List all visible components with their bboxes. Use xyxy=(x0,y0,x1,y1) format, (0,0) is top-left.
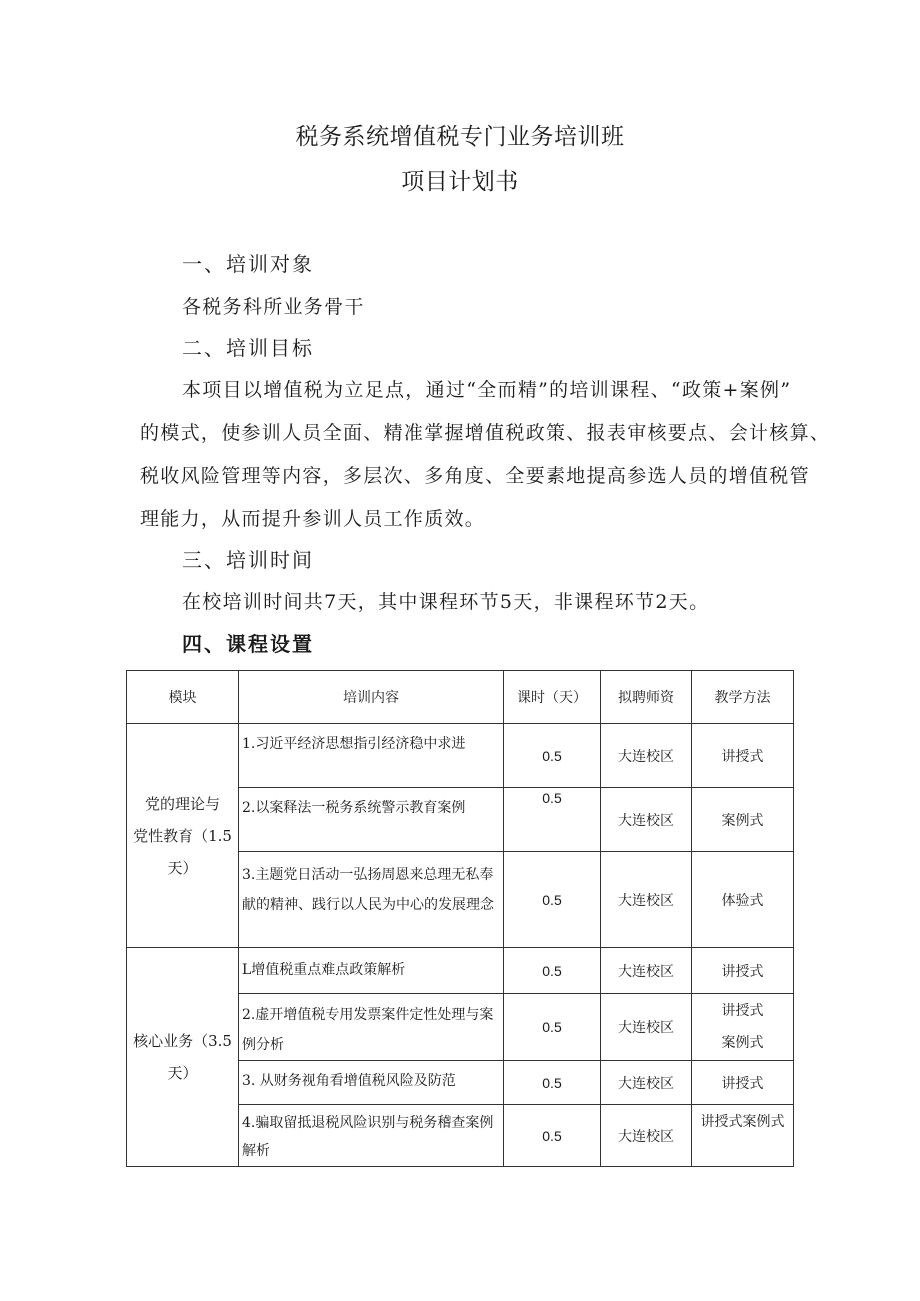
method-cell: 体验式 xyxy=(692,852,794,948)
module-name-line: 党性教育（1.5 xyxy=(133,826,232,845)
course-table xyxy=(126,670,794,1167)
content-cell: 2.虚开增值税专用发票案件定性处理与案例分析 xyxy=(239,994,504,1061)
section-body-target: 各税务科所业务骨干 xyxy=(182,296,365,318)
content-cell: 4.骗取留抵退税风险识别与税务稽查案例解析 xyxy=(239,1105,504,1167)
header-hours: 课时（天） xyxy=(504,671,601,724)
section-body-time: 在校培训时间共7天，其中课程环节5天，非课程环节2天。 xyxy=(182,591,710,613)
document-title: 税务系统增值税专门业务培训班 xyxy=(295,124,625,150)
method-cell: 讲授式 xyxy=(692,1061,794,1105)
teacher-cell: 大连校区 xyxy=(601,788,692,852)
module-name-line: 天） xyxy=(167,1064,198,1082)
hours-cell: 0.5 xyxy=(504,788,601,852)
header-method: 教学方法 xyxy=(692,671,794,724)
paragraph-line: 的模式，使参训人员全面、精准掌握增值税政策、报表审核要点、会计核算、 xyxy=(140,422,831,444)
hours-cell: 0.5 xyxy=(504,994,601,1061)
hours-cell: 0.5 xyxy=(504,948,601,994)
section-heading-target: 一、培训对象 xyxy=(182,252,314,276)
teacher-cell: 大连校区 xyxy=(601,994,692,1061)
method-cell: 讲授式案例式 xyxy=(692,1105,794,1167)
content-cell: 1.习近平经济思想指引经济稳中求进 xyxy=(239,724,504,788)
module-name-line: 党的理论与 xyxy=(144,794,220,813)
paragraph-line: 理能力，从而提升参训人员工作质效。 xyxy=(140,508,486,530)
document-subtitle: 项目计划书 xyxy=(401,169,519,195)
header-teacher: 拟聘师资 xyxy=(601,671,692,724)
module-cell-core xyxy=(127,948,239,1167)
paragraph-line: 本项目以增值税为立足点，通过“全而精”的培训课程、“政策+案例” xyxy=(182,379,792,401)
teacher-cell: 大连校区 xyxy=(601,1105,692,1167)
content-cell: 2.以案释法一税务系统警示教育案例 xyxy=(239,788,504,852)
method-cell: 案例式 xyxy=(692,788,794,852)
teacher-cell: 大连校区 xyxy=(601,948,692,994)
hours-cell: 0.5 xyxy=(504,1061,601,1105)
teacher-cell: 大连校区 xyxy=(601,724,692,788)
section-heading-courses: 四、课程设置 xyxy=(182,632,314,656)
table-header-row xyxy=(127,671,794,724)
table-row xyxy=(127,948,794,994)
content-cell: 3. 从财务视角看增值税风险及防范 xyxy=(239,1061,504,1105)
hours-cell: 0.5 xyxy=(504,1105,601,1167)
method-cell: 讲授式 xyxy=(692,948,794,994)
content-cell: 3.主题党日活动一弘扬周恩来总理无私奉献的精神、践行以人民为中心的发展理念 xyxy=(239,852,504,948)
method-cell: 讲授式 案例式 xyxy=(692,994,794,1061)
teacher-cell: 大连校区 xyxy=(601,852,692,948)
method-cell: 讲授式 xyxy=(692,724,794,788)
hours-cell: 0.5 xyxy=(504,724,601,788)
header-content: 培训内容 xyxy=(239,671,504,724)
module-name-line: 天） xyxy=(167,858,198,877)
header-module: 模块 xyxy=(127,671,239,724)
content-cell: L增值税重点难点政策解析 xyxy=(239,948,504,994)
module-cell-party xyxy=(127,724,239,948)
hours-cell: 0.5 xyxy=(504,852,601,948)
section-heading-goal: 二、培训目标 xyxy=(182,336,314,360)
paragraph-line: 税收风险管理等内容，多层次、多角度、全要素地提高参选人员的增值税管 xyxy=(140,465,810,487)
section-heading-time: 三、培训时间 xyxy=(182,548,314,572)
table-row xyxy=(127,724,794,788)
module-name-line: 核心业务（3.5 xyxy=(133,1032,232,1050)
teacher-cell: 大连校区 xyxy=(601,1061,692,1105)
